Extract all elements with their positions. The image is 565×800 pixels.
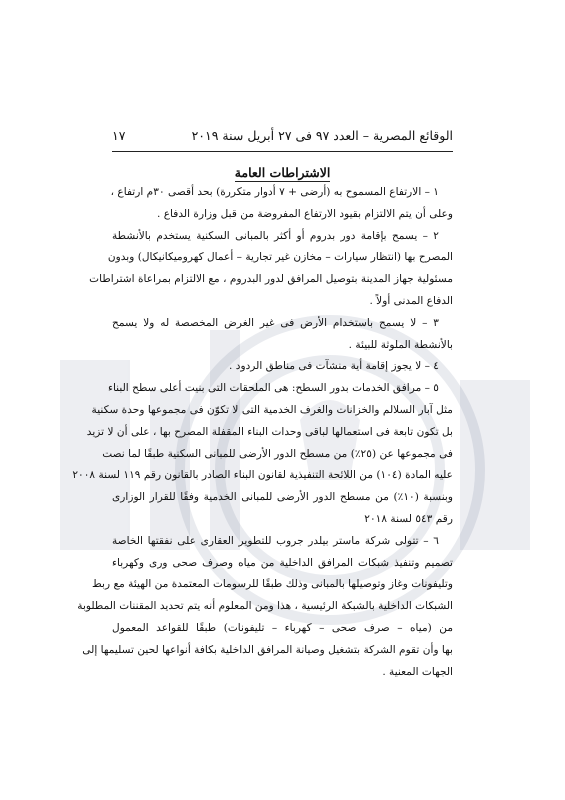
text-line: الدفاع المدنى أولاً . — [369, 294, 453, 307]
body-text — [72, 182, 453, 683]
text-line: رقم ٥٤٣ لسنة ٢٠١٨ — [364, 512, 453, 525]
conditions-list — [72, 182, 453, 683]
text-line: من (مياه – صرف صحى – كهرباء – تليفونات) طبقًا للقواعد المعمول — [112, 621, 453, 634]
text-line: مسئولية جهاز المدينة بتوصيل المرافق لدور البدروم ، مع الالتزام بمراعاة اشتراطات — [89, 273, 453, 286]
header-divider — [112, 151, 453, 152]
text-line: الشبكات الداخلية بالشبكة الرئيسية ، هذا ومن المعلوم أنه يتم تحديد المقننات المطلوبة — [77, 600, 453, 613]
text-line: وعلى أن يتم الالتزام بقيود الارتفاع المفروضة من قبل وزارة الدفاع . — [156, 207, 453, 220]
text-line: تصميم وتنفيذ شبكات المرافق الداخلية من مياه وصرف صحى ورى وكهرباء — [112, 556, 453, 569]
text-line: بالأنشطة الملوثة للبيئة . — [348, 338, 453, 351]
page-header — [112, 128, 453, 143]
text-line: وبنسبة (١٠٪) من مسطح الدور الأرضى للمبانى الخدمية وفقًا للقرار الوزارى — [112, 491, 453, 504]
text-line: مثل آبار السلالم والخزانات والغرف الخدمية التى لا تكوّن فى مجموعها وحدة سكنية — [91, 403, 453, 416]
text-line: ٣ – لا يسمح باستخدام الأرض فى غير الغرض المخصصة له ولا يسمح — [112, 316, 439, 329]
text-line: عليه المادة (١٠٤) من اللائحة التنفيذية لقانون البناء الصادر بالقانون رقم ١١٩ لسنة ٢٠٠٨ — [72, 469, 453, 482]
text-line: الجهات المعنية . — [382, 665, 453, 678]
text-line: ٢ – يسمح بإقامة دور بدروم أو أكثر بالمبانى السكنية يستخدم بالأنشطة — [112, 229, 439, 242]
text-line: ١ – الارتفاع المسموح به (أرضى + ٧ أدوار متكررة) بحد أقصى ٣٠م ارتفاع ، — [110, 186, 439, 198]
text-line: ٤ – لا يجوز إقامة أية منشآت فى مناطق الردود . — [229, 360, 439, 373]
section-title: الاشتراطات العامة — [234, 165, 331, 180]
text-line: فى مجموعها عن (٢٥٪) من مسطح الدور الأرضى للمبانى السكنية طبقًا لما نصت — [102, 447, 453, 460]
publication-line: الوقائع المصرية – العدد ٩٧ فى ٢٧ أبريل سنة ٢٠١٩ — [191, 128, 453, 143]
text-line: المصرح بها (انتظار سيارات – مخازن غير تجارية – أعمال كهروميكانيكال) وبدون — [107, 251, 453, 264]
text-line: وتليفونات وغاز وتوصيلها بالمبانى وذلك طبقًا للرسومات المعتمدة من الهيئة مع ربط — [91, 578, 453, 591]
text-line: ٦ – تتولى شركة ماستر بيلدر جروب للتطوير العقارى على نفقتها الخاصة — [112, 534, 439, 547]
text-line: بل تكون تابعة فى استعمالها لباقى وحدات البناء المقفلة المصرح بها ، على أن لا تزيد — [86, 425, 453, 438]
text-line: ٥ – مرافق الخدمات بدور السطح: هى الملحقات التى بنيت أعلى سطح البناء — [107, 382, 439, 395]
text-line: بها وأن تقوم الشركة بتشغيل وصيانة المرافق الداخلية بكافة أنواعها لحين تسليمها إلى — [82, 643, 453, 656]
page-number: ١٧ — [112, 128, 126, 143]
